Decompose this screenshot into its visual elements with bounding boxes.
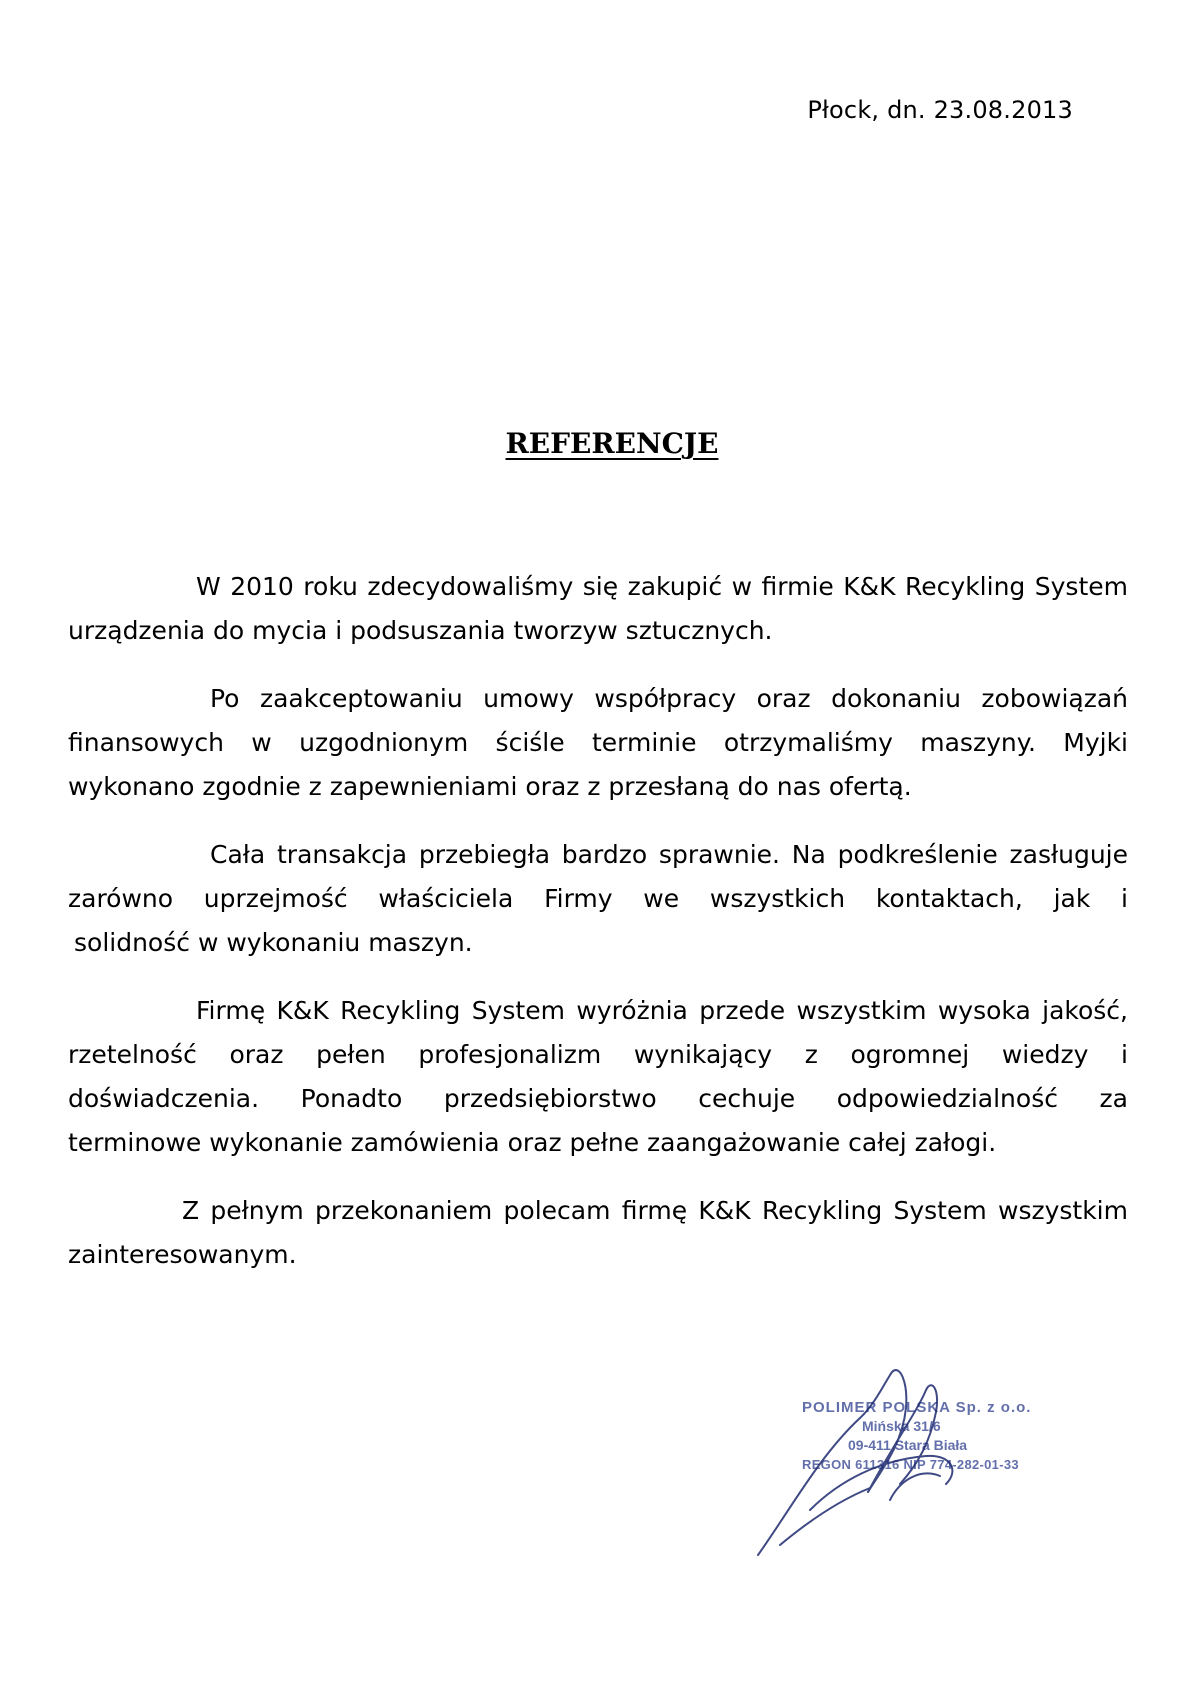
paragraph-line: Firmę K&K Recykling System wyróżnia przede wszystkim wysoka jakość, [196, 996, 1128, 1025]
paragraph-line: terminowe wykonanie zamówienia oraz pełne zaangażowanie całej załogi. [68, 1128, 997, 1157]
paragraph-line: Z pełnym przekonaniem polecam firmę K&K Recykling System wszystkim [182, 1196, 1128, 1225]
stamp-line: 09-411 Stara Biała [848, 1437, 968, 1453]
stamp-line: Mińska 31/6 [862, 1418, 941, 1434]
paragraph-line: doświadczenia. Ponadto przedsiębiorstwo cechuje odpowiedzialność za [68, 1084, 1128, 1113]
paragraph-line: urządzenia do mycia i podsuszania tworzyw sztucznych. [68, 616, 773, 645]
paragraph-4 [68, 989, 1128, 1165]
stamp-line: REGON 611316 NIP 774-282-01-33 [802, 1457, 1019, 1472]
paragraph-line: zarówno uprzejmość właściciela Firmy we wszystkich kontaktach, jak i [68, 884, 1128, 913]
document-title: REFERENCJE [505, 427, 719, 460]
date-line: Płock, dn. 23.08.2013 [807, 96, 1073, 124]
paragraph-line: rzetelność oraz pełen profesjonalizm wynikający z ogromnej wiedzy i [68, 1040, 1128, 1069]
paragraph-5 [68, 1189, 1128, 1277]
letter-body [68, 565, 1128, 1301]
paragraph-line: Cała transakcja przebiegła bardzo sprawnie. Na podkreślenie zasługuje [210, 840, 1128, 869]
paragraph-line: Po zaakceptowaniu umowy współpracy oraz dokonaniu zobowiązań [210, 684, 1128, 713]
paragraph-3 [68, 833, 1128, 965]
paragraph-line: W 2010 roku zdecydowaliśmy się zakupić w firmie K&K Recykling System [196, 572, 1128, 601]
paragraph-1 [68, 565, 1128, 653]
paragraph-line: solidność w wykonaniu maszyn. [74, 928, 473, 957]
paragraph-line: zainteresowanym. [68, 1240, 297, 1269]
paragraph-line: finansowych w uzgodnionym ściśle terminie otrzymaliśmy maszyny. Myjki [68, 728, 1128, 757]
company-stamp-with-signature [750, 1360, 1070, 1560]
paragraph-2 [68, 677, 1128, 809]
stamp-line: POLIMER POLSKA Sp. z o.o. [802, 1399, 1032, 1416]
paragraph-line: wykonano zgodnie z zapewnieniami oraz z przesłaną do nas ofertą. [68, 772, 912, 801]
